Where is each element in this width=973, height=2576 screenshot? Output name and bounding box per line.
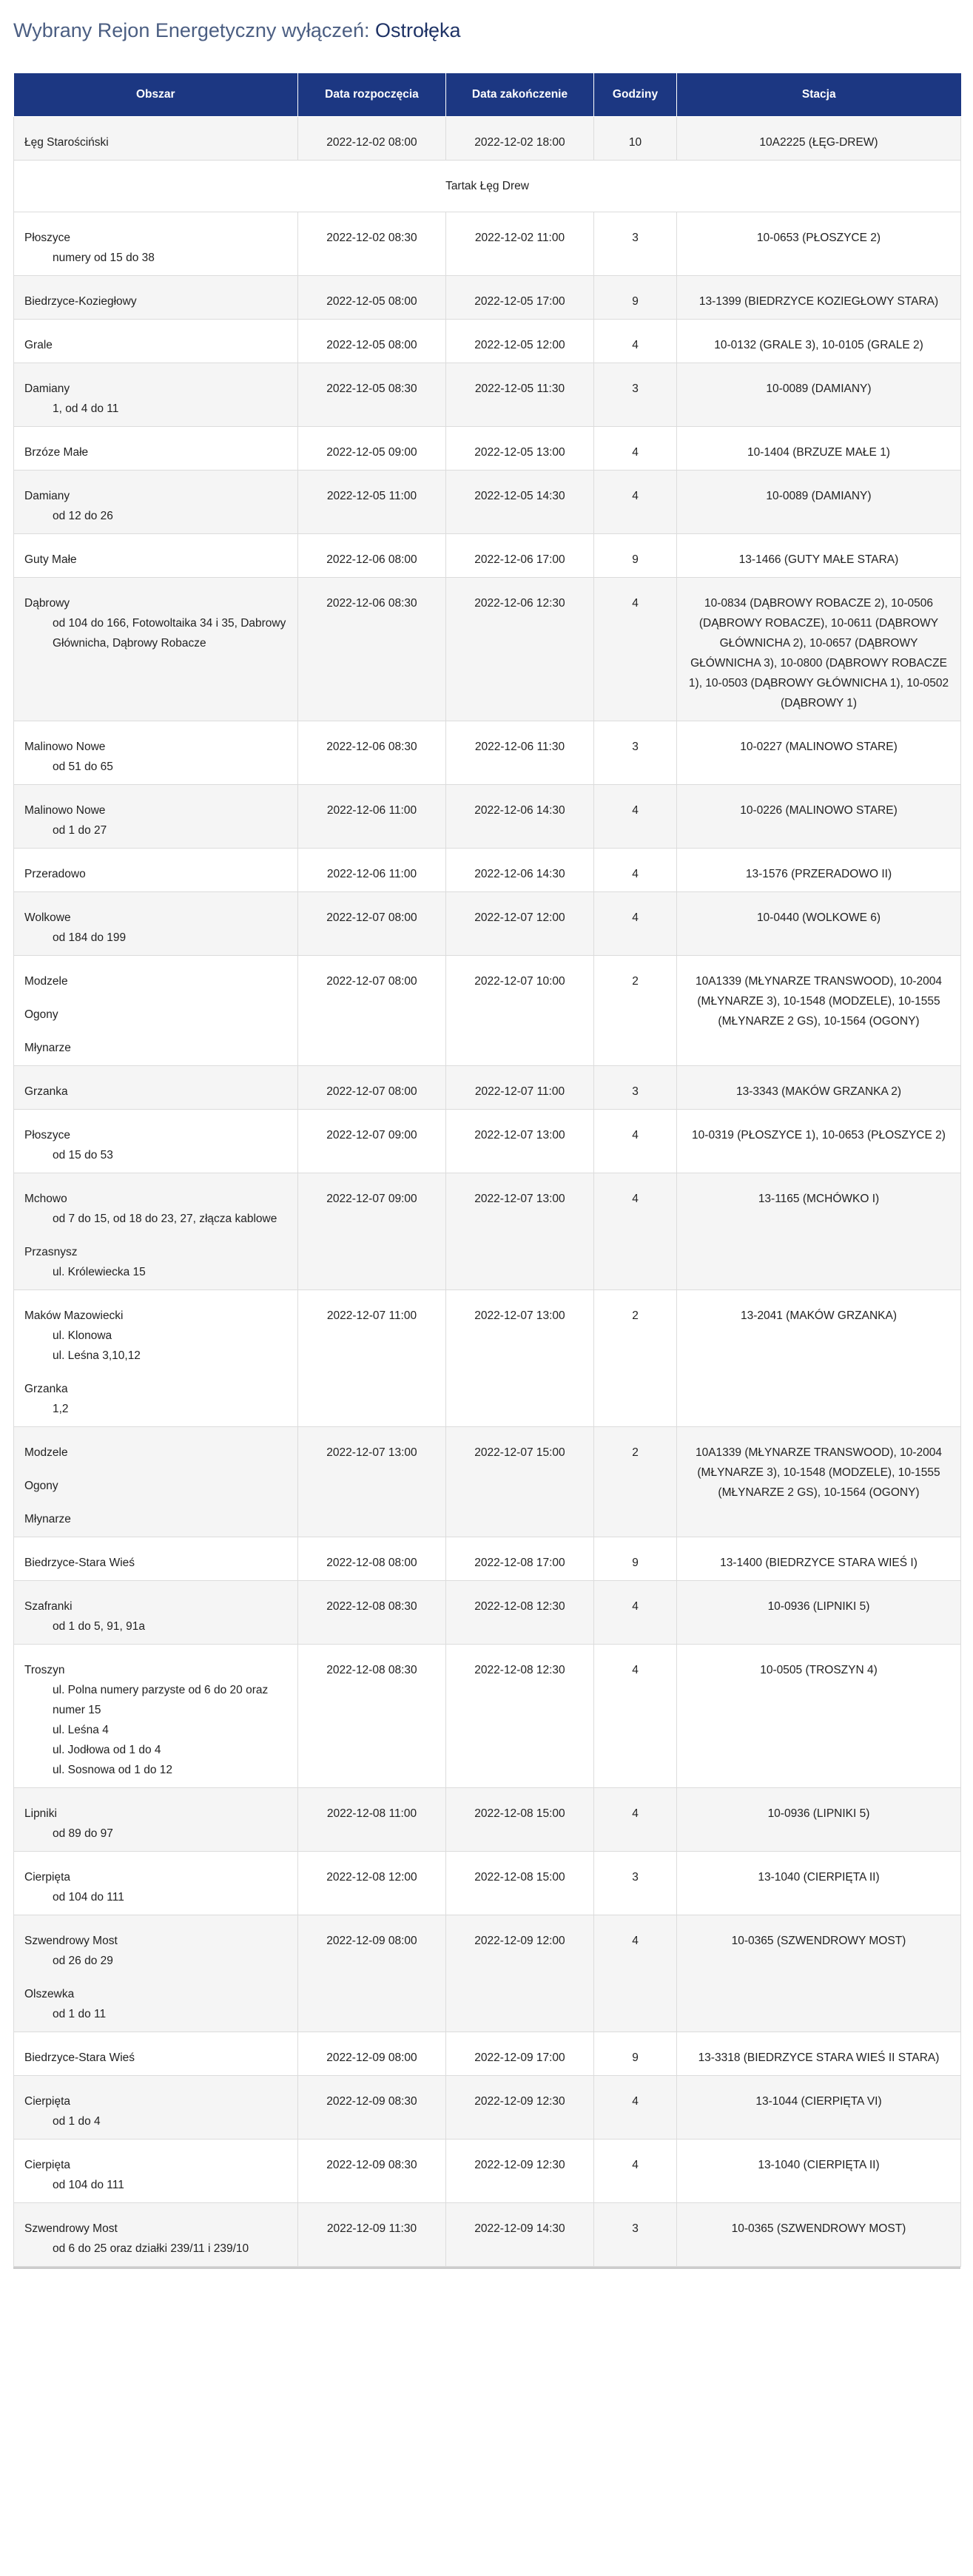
cell-end-date: 2022-12-05 12:00 [446, 320, 594, 363]
cell-area [14, 721, 298, 785]
area-detail: od 1 do 5, 91, 91a [53, 1620, 145, 1633]
cell-station: 13-1399 (BIEDRZYCE KOZIEGŁOWY STARA) [677, 276, 961, 320]
cell-hours: 4 [594, 427, 677, 471]
outages-table [13, 73, 961, 2267]
cell-station: 10-0089 (DAMIANY) [677, 363, 961, 427]
cell-start-date: 2022-12-06 11:00 [298, 849, 446, 892]
cell-end-date: 2022-12-06 17:00 [446, 534, 594, 578]
table-body [14, 117, 961, 2267]
cell-area [14, 1427, 298, 1537]
area-group-spacer [24, 1463, 287, 1476]
area-name: Lipniki [24, 1807, 57, 1820]
cell-start-date: 2022-12-06 08:30 [298, 578, 446, 721]
table-row [14, 721, 961, 785]
cell-area [14, 1645, 298, 1788]
table-row [14, 892, 961, 956]
cell-hours: 9 [594, 1537, 677, 1581]
cell-area [14, 534, 298, 578]
cell-hours: 2 [594, 1290, 677, 1427]
cell-area [14, 212, 298, 276]
cell-station: 10-0226 (MALINOWO STARE) [677, 785, 961, 849]
area-name: Płoszyce [24, 232, 71, 244]
area-group-spacer [24, 1366, 287, 1379]
area-detail: od 51 do 65 [53, 761, 113, 773]
cell-start-date: 2022-12-07 08:00 [298, 1066, 446, 1110]
cell-hours: 4 [594, 2140, 677, 2203]
area-detail: numery od 15 do 38 [53, 252, 155, 264]
cell-hours: 4 [594, 1915, 677, 2032]
area-name: Biedrzyce-Koziegłowy [24, 295, 137, 308]
cell-station: 13-1400 (BIEDRZYCE STARA WIEŚ I) [677, 1537, 961, 1581]
page-title [13, 19, 461, 42]
cell-start-date: 2022-12-06 08:30 [298, 721, 446, 785]
table-row [14, 1915, 961, 2032]
cell-hours: 2 [594, 1427, 677, 1537]
cell-hours: 3 [594, 2203, 677, 2267]
note-text: Tartak Łęg Drew [14, 161, 961, 212]
area-name: Wolkowe [24, 911, 71, 924]
cell-end-date: 2022-12-08 15:00 [446, 1788, 594, 1852]
area-detail: ul. Królewiecka 15 [53, 1266, 146, 1278]
cell-hours: 3 [594, 1066, 677, 1110]
header-hours: Godziny [594, 73, 677, 117]
area-name: Cierpięta [24, 2159, 71, 2171]
cell-station: 10-0440 (WOLKOWE 6) [677, 892, 961, 956]
area-group-spacer [24, 1025, 287, 1038]
area-name: Damiany [24, 490, 70, 502]
area-detail: od 15 do 53 [53, 1149, 113, 1161]
cell-hours: 9 [594, 534, 677, 578]
table-row [14, 471, 961, 534]
header-station: Stacja [677, 73, 961, 117]
cell-end-date: 2022-12-05 17:00 [446, 276, 594, 320]
cell-area [14, 2032, 298, 2076]
cell-area [14, 849, 298, 892]
cell-area [14, 2140, 298, 2203]
header-start-date: Data rozpoczęcia [298, 73, 446, 117]
area-name: Biedrzyce-Stara Wieś [24, 2051, 135, 2064]
cell-start-date: 2022-12-07 13:00 [298, 1427, 446, 1537]
table-row [14, 2203, 961, 2267]
table-row [14, 1066, 961, 1110]
area-group-spacer [24, 1229, 287, 1242]
cell-hours: 4 [594, 471, 677, 534]
cell-area [14, 2203, 298, 2267]
cell-station: 13-3318 (BIEDRZYCE STARA WIEŚ II STARA) [677, 2032, 961, 2076]
cell-station: 13-1044 (CIERPIĘTA VI) [677, 2076, 961, 2140]
cell-hours: 4 [594, 1788, 677, 1852]
area-name: Łęg Starościński [24, 136, 109, 149]
cell-station: 13-1576 (PRZERADOWO II) [677, 849, 961, 892]
cell-end-date: 2022-12-09 12:30 [446, 2076, 594, 2140]
area-name: Szwendrowy Most [24, 2222, 118, 2235]
cell-area [14, 276, 298, 320]
cell-hours: 4 [594, 2076, 677, 2140]
cell-end-date: 2022-12-02 18:00 [446, 117, 594, 161]
cell-start-date: 2022-12-08 11:00 [298, 1788, 446, 1852]
table-row [14, 276, 961, 320]
outages-table-container [13, 73, 960, 2269]
cell-station: 13-1040 (CIERPIĘTA II) [677, 2140, 961, 2203]
cell-end-date: 2022-12-07 13:00 [446, 1173, 594, 1290]
area-detail: od 6 do 25 oraz działki 239/11 i 239/10 [53, 2242, 249, 2255]
table-row [14, 2032, 961, 2076]
table-bottom-border [13, 2267, 960, 2269]
cell-start-date: 2022-12-08 08:30 [298, 1581, 446, 1645]
cell-area [14, 1173, 298, 1290]
table-row [14, 320, 961, 363]
cell-area [14, 1852, 298, 1915]
cell-station: 13-1040 (CIERPIĘTA II) [677, 1852, 961, 1915]
area-name: Guty Małe [24, 553, 77, 566]
cell-station: 13-1165 (MCHÓWKO I) [677, 1173, 961, 1290]
area-name: Grzanka [24, 1085, 68, 1098]
table-row [14, 578, 961, 721]
area-detail: 1, od 4 do 11 [53, 402, 119, 415]
cell-end-date: 2022-12-06 11:30 [446, 721, 594, 785]
cell-hours: 4 [594, 1645, 677, 1788]
page-title-prefix: Wybrany Rejon Energetyczny wyłączeń: [13, 19, 375, 42]
area-name: Brzóze Małe [24, 446, 89, 459]
cell-area [14, 471, 298, 534]
cell-hours: 2 [594, 956, 677, 1066]
cell-area [14, 785, 298, 849]
area-name: Modzele [24, 975, 68, 988]
area-detail: ul. Leśna 4 [53, 1724, 109, 1736]
area-name: Maków Mazowiecki [24, 1309, 124, 1322]
area-detail: od 1 do 27 [53, 824, 107, 837]
area-detail: od 1 do 11 [53, 2008, 107, 2020]
table-row [14, 2140, 961, 2203]
table-row [14, 1427, 961, 1537]
cell-end-date: 2022-12-09 17:00 [446, 2032, 594, 2076]
cell-hours: 4 [594, 892, 677, 956]
area-name: Szwendrowy Most [24, 1935, 118, 1947]
cell-hours: 4 [594, 1581, 677, 1645]
cell-start-date: 2022-12-07 08:00 [298, 956, 446, 1066]
cell-area [14, 427, 298, 471]
area-group-spacer [24, 1971, 287, 1984]
area-name: Olszewka [24, 1988, 75, 2000]
table-row [14, 212, 961, 276]
cell-area [14, 2076, 298, 2140]
area-detail: od 104 do 111 [53, 2179, 124, 2191]
cell-end-date: 2022-12-07 11:00 [446, 1066, 594, 1110]
cell-start-date: 2022-12-09 11:30 [298, 2203, 446, 2267]
area-detail: od 1 do 4 [53, 2115, 101, 2128]
cell-end-date: 2022-12-08 12:30 [446, 1645, 594, 1788]
table-row [14, 1173, 961, 1290]
cell-hours: 4 [594, 1110, 677, 1173]
area-name: Przeradowo [24, 868, 86, 880]
cell-hours: 3 [594, 1852, 677, 1915]
table-row [14, 1788, 961, 1852]
cell-area [14, 892, 298, 956]
area-name: Ogony [24, 1480, 58, 1492]
table-row [14, 1537, 961, 1581]
cell-start-date: 2022-12-02 08:30 [298, 212, 446, 276]
area-detail: od 89 do 97 [53, 1827, 113, 1840]
area-detail: 1,2 [53, 1403, 69, 1415]
table-row [14, 1581, 961, 1645]
area-name: Troszyn [24, 1664, 65, 1676]
table-row [14, 1290, 961, 1427]
area-detail: od 104 do 166, Fotowoltaika 34 i 35, Dabrowy Główniсha, Dąbrowy Robacze [53, 617, 286, 650]
table-row [14, 2076, 961, 2140]
cell-hours: 4 [594, 320, 677, 363]
area-group-spacer [24, 991, 287, 1005]
cell-station: 10-0365 (SZWENDROWY MOST) [677, 1915, 961, 2032]
cell-area [14, 1915, 298, 2032]
cell-start-date: 2022-12-09 08:30 [298, 2076, 446, 2140]
area-detail: od 7 do 15, od 18 do 23, 27, złącza kablowe [53, 1213, 277, 1225]
area-detail: ul. Klonowa [53, 1329, 112, 1342]
cell-station: 10A1339 (MŁYNARZE TRANSWOOD), 10-2004 (MŁYNARZE 3), 10-1548 (MODZELE), 10-1555 (MŁYNARZE 2 GS), 10-1564 (OGONY) [677, 956, 961, 1066]
cell-start-date: 2022-12-07 09:00 [298, 1173, 446, 1290]
cell-area [14, 1066, 298, 1110]
cell-area [14, 1537, 298, 1581]
area-name: Ogony [24, 1008, 58, 1021]
cell-area [14, 1110, 298, 1173]
cell-hours: 4 [594, 785, 677, 849]
table-row [14, 956, 961, 1066]
table-row [14, 785, 961, 849]
area-name: Cierpięta [24, 2095, 71, 2108]
table-row [14, 849, 961, 892]
area-name: Damiany [24, 382, 70, 395]
cell-end-date: 2022-12-07 15:00 [446, 1427, 594, 1537]
cell-hours: 9 [594, 2032, 677, 2076]
cell-start-date: 2022-12-07 09:00 [298, 1110, 446, 1173]
cell-station: 10-0365 (SZWENDROWY MOST) [677, 2203, 961, 2267]
cell-end-date: 2022-12-08 15:00 [446, 1852, 594, 1915]
cell-hours: 4 [594, 849, 677, 892]
cell-station: 10-0505 (TROSZYN 4) [677, 1645, 961, 1788]
area-detail: od 26 do 29 [53, 1955, 113, 1967]
cell-end-date: 2022-12-07 10:00 [446, 956, 594, 1066]
header-end-date: Data zakończenie [446, 73, 594, 117]
cell-start-date: 2022-12-09 08:30 [298, 2140, 446, 2203]
cell-start-date: 2022-12-05 11:00 [298, 471, 446, 534]
cell-start-date: 2022-12-05 09:00 [298, 427, 446, 471]
area-name: Mchowo [24, 1193, 67, 1205]
area-detail: od 12 do 26 [53, 510, 113, 522]
cell-end-date: 2022-12-06 12:30 [446, 578, 594, 721]
area-name: Grzanka [24, 1383, 68, 1395]
cell-end-date: 2022-12-06 14:30 [446, 849, 594, 892]
cell-end-date: 2022-12-05 14:30 [446, 471, 594, 534]
area-detail: ul. Polna numery parzyste od 6 do 20 oraz numer 15 [53, 1684, 269, 1716]
area-name: Dąbrowy [24, 597, 70, 610]
cell-area [14, 578, 298, 721]
cell-start-date: 2022-12-02 08:00 [298, 117, 446, 161]
cell-end-date: 2022-12-07 12:00 [446, 892, 594, 956]
area-name: Malinowo Nowe [24, 804, 106, 817]
cell-end-date: 2022-12-09 12:00 [446, 1915, 594, 2032]
page-title-region: Ostrołęka [374, 19, 461, 42]
cell-hours: 9 [594, 276, 677, 320]
table-header-row [14, 73, 961, 117]
cell-station: 10A1339 (MŁYNARZE TRANSWOOD), 10-2004 (MŁYNARZE 3), 10-1548 (MODZELE), 10-1555 (MŁYNARZE 2 GS), 10-1564 (OGONY) [677, 1427, 961, 1537]
cell-end-date: 2022-12-07 13:00 [446, 1290, 594, 1427]
table-row [14, 117, 961, 161]
area-detail: ul. Leśna 3,10,12 [53, 1349, 141, 1362]
cell-start-date: 2022-12-06 08:00 [298, 534, 446, 578]
area-detail: od 104 do 111 [53, 1891, 124, 1904]
cell-start-date: 2022-12-07 11:00 [298, 1290, 446, 1427]
cell-station: 10-0227 (MALINOWO STARE) [677, 721, 961, 785]
cell-start-date: 2022-12-08 08:00 [298, 1537, 446, 1581]
area-detail: od 184 do 199 [53, 931, 127, 944]
cell-area [14, 1581, 298, 1645]
cell-end-date: 2022-12-07 13:00 [446, 1110, 594, 1173]
header-area: Obszar [14, 73, 298, 117]
cell-area [14, 320, 298, 363]
cell-station: 10-0834 (DĄBROWY ROBACZE 2), 10-0506 (DĄBROWY ROBACZE), 10-0611 (DĄBROWY GŁÓWNICHA 2), 10-0657 (DĄBROWY GŁÓWNICHA 3), 10-0800 (DĄBROWY ROBACZE 1), 10-0503 (DĄBROWY GŁÓWNICHA 1), 10-0502 (DĄBROWY 1) [677, 578, 961, 721]
area-name: Modzele [24, 1446, 68, 1459]
cell-start-date: 2022-12-08 12:00 [298, 1852, 446, 1915]
area-name: Biedrzyce-Stara Wieś [24, 1557, 135, 1569]
area-group-spacer [24, 1496, 287, 1509]
cell-station: 10-1404 (BRZUZE MAŁE 1) [677, 427, 961, 471]
cell-hours: 3 [594, 363, 677, 427]
cell-station: 10-0936 (LIPNIKI 5) [677, 1788, 961, 1852]
cell-start-date: 2022-12-08 08:30 [298, 1645, 446, 1788]
cell-station: 13-1466 (GUTY MAŁE STARA) [677, 534, 961, 578]
cell-station: 10-0089 (DAMIANY) [677, 471, 961, 534]
cell-end-date: 2022-12-05 11:30 [446, 363, 594, 427]
cell-station: 10-0653 (PŁOSZYCE 2) [677, 212, 961, 276]
cell-area [14, 117, 298, 161]
cell-station: 10-0936 (LIPNIKI 5) [677, 1581, 961, 1645]
cell-end-date: 2022-12-05 13:00 [446, 427, 594, 471]
table-row [14, 427, 961, 471]
table-row [14, 363, 961, 427]
cell-end-date: 2022-12-09 12:30 [446, 2140, 594, 2203]
area-name: Cierpięta [24, 1871, 71, 1884]
table-row [14, 1110, 961, 1173]
cell-start-date: 2022-12-09 08:00 [298, 1915, 446, 2032]
cell-area [14, 1788, 298, 1852]
cell-end-date: 2022-12-08 17:00 [446, 1537, 594, 1581]
cell-start-date: 2022-12-09 08:00 [298, 2032, 446, 2076]
area-name: Malinowo Nowe [24, 741, 106, 753]
cell-area [14, 956, 298, 1066]
cell-hours: 3 [594, 212, 677, 276]
cell-station: 13-3343 (MAKÓW GRZANKA 2) [677, 1066, 961, 1110]
cell-start-date: 2022-12-05 08:30 [298, 363, 446, 427]
table-row [14, 1852, 961, 1915]
area-name: Młynarze [24, 1042, 71, 1054]
table-note-row [14, 161, 961, 212]
cell-start-date: 2022-12-07 08:00 [298, 892, 446, 956]
cell-end-date: 2022-12-09 14:30 [446, 2203, 594, 2267]
cell-station: 10A2225 (ŁĘG-DREW) [677, 117, 961, 161]
area-detail: ul. Jodłowa od 1 do 4 [53, 1744, 161, 1756]
cell-hours: 4 [594, 1173, 677, 1290]
table-header [14, 73, 961, 117]
area-name: Płoszyce [24, 1129, 71, 1142]
area-name: Młynarze [24, 1513, 71, 1525]
cell-end-date: 2022-12-02 11:00 [446, 212, 594, 276]
cell-hours: 10 [594, 117, 677, 161]
area-name: Przasnysz [24, 1246, 78, 1258]
cell-hours: 4 [594, 578, 677, 721]
area-name: Szafranki [24, 1600, 73, 1613]
cell-station: 10-0132 (GRALE 3), 10-0105 (GRALE 2) [677, 320, 961, 363]
area-detail: ul. Sosnowa od 1 do 12 [53, 1764, 173, 1776]
cell-end-date: 2022-12-06 14:30 [446, 785, 594, 849]
area-name: Grale [24, 339, 53, 351]
cell-station: 13-2041 (MAKÓW GRZANKA) [677, 1290, 961, 1427]
cell-area [14, 363, 298, 427]
table-row [14, 534, 961, 578]
cell-station: 10-0319 (PŁOSZYCE 1), 10-0653 (PŁOSZYCE 2) [677, 1110, 961, 1173]
cell-start-date: 2022-12-05 08:00 [298, 320, 446, 363]
cell-area [14, 1290, 298, 1427]
cell-start-date: 2022-12-05 08:00 [298, 276, 446, 320]
cell-hours: 3 [594, 721, 677, 785]
table-row [14, 1645, 961, 1788]
cell-start-date: 2022-12-06 11:00 [298, 785, 446, 849]
cell-end-date: 2022-12-08 12:30 [446, 1581, 594, 1645]
